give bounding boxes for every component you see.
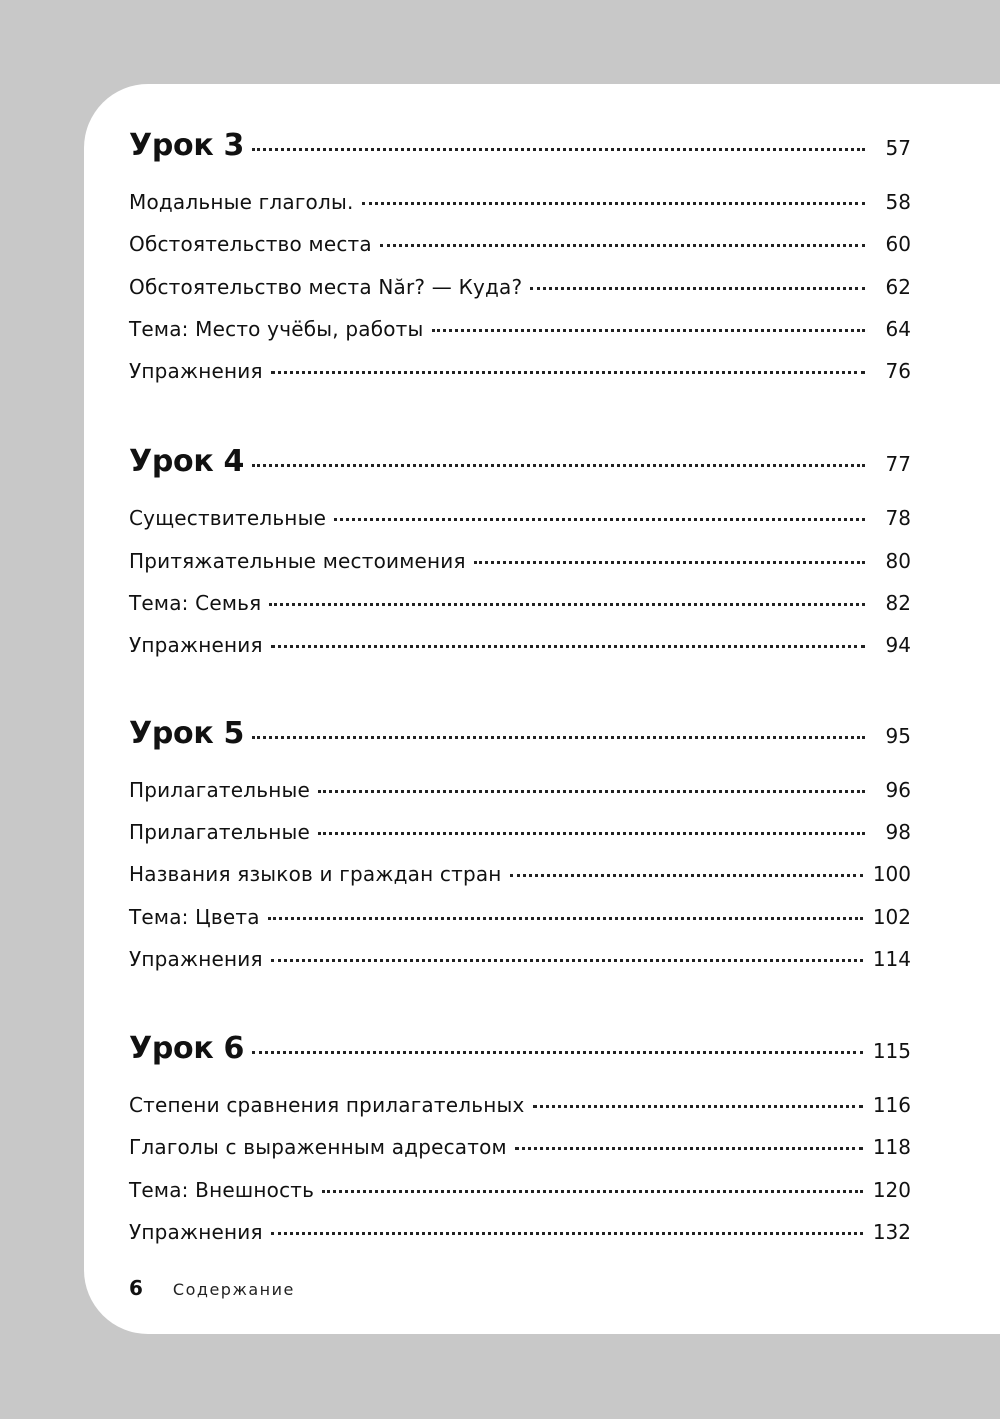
toc-item-row[interactable] — [129, 1220, 911, 1262]
toc-item-row[interactable] — [129, 820, 911, 862]
toc-item-page-number: 76 — [885, 359, 911, 384]
dot-leader — [322, 1190, 863, 1193]
toc-item-row[interactable] — [129, 862, 911, 904]
toc-item-row[interactable] — [129, 905, 911, 947]
toc-item-row[interactable] — [129, 947, 911, 989]
dot-leader — [271, 959, 863, 962]
toc-item-page-number: 78 — [885, 506, 911, 531]
toc-lesson-row[interactable] — [129, 128, 911, 180]
toc-item-page-number: 102 — [872, 904, 911, 929]
dot-leader — [271, 1232, 863, 1235]
dot-leader — [252, 148, 865, 151]
toc-item-title: Тема: Цвета — [129, 904, 260, 929]
dot-leader — [271, 645, 865, 648]
dot-leader — [432, 329, 865, 332]
toc-item-row[interactable] — [129, 633, 911, 675]
toc-item-page-number: 114 — [872, 946, 911, 971]
toc-item-page-number: 100 — [872, 862, 911, 887]
toc-item-page-number: 118 — [872, 1135, 911, 1160]
toc-item-title: Прилагательные — [129, 819, 311, 844]
footer-section-label: Содержание — [172, 1280, 295, 1299]
dot-leader — [269, 603, 865, 606]
toc-item-page-number: 82 — [885, 591, 911, 616]
toc-item-row[interactable] — [129, 232, 911, 274]
toc-item-row[interactable] — [129, 1178, 911, 1220]
toc-item-title: Упражнения — [129, 1220, 263, 1245]
dot-leader — [362, 202, 866, 205]
toc-item-title: Тема: Место учёбы, работы — [129, 316, 424, 341]
dot-leader — [380, 244, 865, 247]
toc-item-page-number: 96 — [885, 777, 911, 802]
lesson-page-number: 95 — [885, 723, 911, 748]
toc-section-lesson-3 — [129, 128, 911, 401]
dot-leader — [318, 832, 865, 835]
dot-leader — [474, 561, 865, 564]
toc-item-title: Названия языков и граждан стран — [129, 862, 502, 887]
dot-leader — [318, 790, 865, 793]
dot-leader — [252, 736, 865, 739]
toc-item-page-number: 98 — [885, 819, 911, 844]
toc-item-title: Упражнения — [129, 946, 263, 971]
footer-page-number: 6 — [129, 1276, 143, 1300]
toc-item-title: Существительные — [129, 506, 327, 531]
dot-leader — [268, 917, 863, 920]
toc-item-row[interactable] — [129, 506, 911, 548]
lesson-page-number: 77 — [885, 452, 911, 477]
lesson-title: Урок 4 — [129, 444, 245, 480]
toc-item-row[interactable] — [129, 591, 911, 633]
toc-item-page-number: 58 — [885, 190, 911, 214]
toc-item-page-number: 80 — [885, 548, 911, 573]
toc-item-title: Тема: Внешность — [129, 1177, 315, 1202]
toc-item-page-number: 94 — [885, 633, 911, 658]
toc-section-lesson-4 — [129, 444, 911, 675]
toc-item-row[interactable] — [129, 1093, 911, 1135]
toc-item-row[interactable] — [129, 275, 911, 317]
toc-item-row[interactable] — [129, 317, 911, 359]
toc-item-title: Прилагательные — [129, 777, 311, 802]
toc-item-title: Упражнения — [129, 633, 263, 658]
toc-item-title: Обстоятельство места Năr? — Куда? — [129, 274, 523, 299]
toc-item-page-number: 116 — [872, 1093, 911, 1118]
dot-leader — [515, 1147, 863, 1150]
toc-lesson-row[interactable] — [129, 1031, 911, 1083]
toc-item-title: Модальные глаголы. — [129, 190, 354, 214]
toc-lesson-row[interactable] — [129, 444, 911, 496]
toc-lesson-row[interactable] — [129, 716, 911, 768]
toc-item-page-number: 132 — [872, 1220, 911, 1245]
lesson-page-number: 57 — [885, 136, 911, 160]
toc-item-page-number: 64 — [885, 316, 911, 341]
toc-item-row[interactable] — [129, 1135, 911, 1177]
dot-leader — [530, 287, 865, 290]
page-footer — [129, 1276, 295, 1300]
dot-leader — [533, 1105, 863, 1108]
dot-leader — [271, 371, 865, 374]
toc-item-title: Тема: Семья — [129, 591, 262, 616]
toc-item-page-number: 120 — [872, 1177, 911, 1202]
lesson-title: Урок 3 — [129, 128, 245, 163]
toc-item-row[interactable] — [129, 190, 911, 232]
lesson-page-number: 115 — [872, 1039, 911, 1064]
dot-leader — [252, 464, 865, 467]
dot-leader — [334, 518, 865, 521]
toc-section-lesson-6 — [129, 1031, 911, 1262]
toc-item-row[interactable] — [129, 359, 911, 401]
table-of-contents — [129, 128, 911, 1302]
toc-item-title: Упражнения — [129, 359, 263, 384]
toc-item-title: Притяжательные местоимения — [129, 548, 466, 573]
lesson-title: Урок 5 — [129, 715, 245, 751]
dot-leader — [252, 1051, 863, 1054]
toc-section-lesson-5 — [129, 716, 911, 989]
lesson-title: Урок 6 — [129, 1031, 245, 1067]
toc-item-title: Глаголы с выраженным адресатом — [129, 1135, 507, 1160]
toc-item-page-number: 60 — [885, 232, 911, 257]
toc-item-page-number: 62 — [885, 274, 911, 299]
toc-item-row[interactable] — [129, 549, 911, 591]
dot-leader — [510, 874, 863, 877]
toc-item-row[interactable] — [129, 778, 911, 820]
toc-item-title: Степени сравнения прилагательных — [129, 1093, 525, 1118]
toc-item-title: Обстоятельство места — [129, 232, 372, 257]
